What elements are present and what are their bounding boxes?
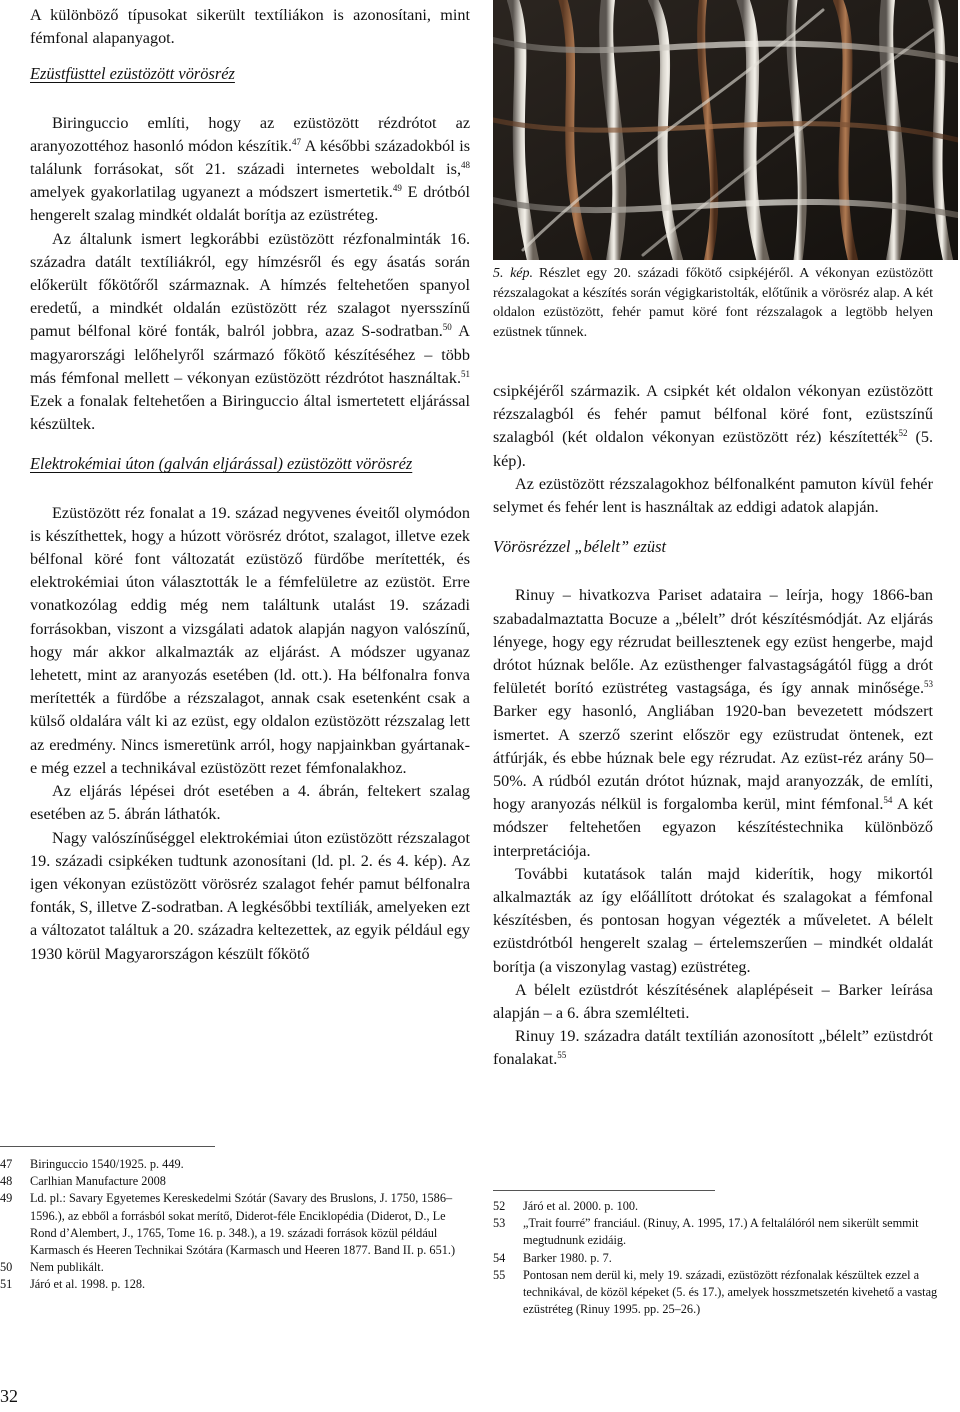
footnotes-right bbox=[493, 1198, 958, 1318]
footnote-ref[interactable]: 49 bbox=[392, 183, 402, 194]
footnote bbox=[0, 1190, 470, 1259]
section-heading-silver-smoke: Ezüstfüsttel ezüstözött vörösréz bbox=[30, 64, 235, 84]
figure-caption bbox=[493, 264, 933, 342]
caption-text: Részlet egy 20. századi főkötő csipkéjéről. A vékonyan ezüstözött rézszalagokat a készítés során végigkaristolták, előtűnik a vörösréz alap. A két oldalon ezüstözött, fehér pamut köré font rézszalagok a legtöbb helyen ezüstnek tűnnek. bbox=[493, 266, 933, 340]
footnote bbox=[0, 1156, 470, 1173]
footnote-text: „Trait fourré” franciául. (Rinuy, A. 1995, 17.) A feltalálóról nem sikerült semmit megtudnunk ezidáig. bbox=[523, 1216, 919, 1248]
footnote bbox=[0, 1173, 470, 1190]
footnote bbox=[493, 1198, 958, 1215]
footnote-number: 48 bbox=[0, 1174, 13, 1189]
footnote-number: 53 bbox=[493, 1216, 506, 1231]
footnote-text: Carlhian Manufacture 2008 bbox=[30, 1174, 166, 1189]
footnote-number: 54 bbox=[493, 1250, 506, 1265]
paragraph: Az eljárás lépései drót esetében a 4. ábrán, feltekert szalag esetében az 5. ábrán láthatók. bbox=[30, 782, 470, 824]
footnote-ref[interactable]: 50 bbox=[442, 322, 452, 333]
footnote-divider bbox=[493, 1190, 715, 1191]
right-column bbox=[493, 380, 933, 1072]
paragraph: Rinuy 19. századra datált textílián azonosított „bélelt” ezüstdrót fonalakat.$^{55}$ bbox=[493, 1027, 933, 1069]
paragraph: A bélelt ezüstdrót készítésének alaplépéseit – Barker leírása alapján – a 6. ábra szemlélteti. bbox=[493, 980, 933, 1023]
footnote-text: Nem publikált. bbox=[30, 1260, 104, 1275]
footnotes-left bbox=[0, 1156, 470, 1294]
footnote-number: 51 bbox=[0, 1277, 13, 1292]
footnote-text: Biringuccio 1540/1925. p. 449. bbox=[30, 1157, 184, 1171]
footnote-text: Pontosan nem derül ki, mely 19. századi, ezüstözött rézfonalak készültek ezzel a technikával, de közöl képeket (5. és 17.), amelyek hosszmetszetén kivehető a vastag ezüstréteg (Rinuy 1995. pp. 25–26.) bbox=[523, 1267, 938, 1317]
footnote-number: 49 bbox=[0, 1191, 13, 1206]
footnote-ref[interactable]: 54 bbox=[883, 795, 893, 806]
section-heading-lined-silver: Vörösrézzel „bélelt” ezüst bbox=[493, 537, 667, 557]
left-column bbox=[30, 4, 470, 966]
footnote-ref[interactable]: 47 bbox=[292, 136, 302, 147]
footnote-divider bbox=[0, 1146, 215, 1147]
paragraph: További kutatások talán majd kiderítik, hogy mikortól alkalmazták az így előállított drótokat és szalagokat a fémfonal készítésben, és pontosan hogyan végezték a műveletet. A bélelt ezüstdrótból hengerelt szalag – értelemszerűen – mindkét oldalát borítja (a viszonylag vastag) ezüstréteg. bbox=[493, 864, 933, 976]
footnote-ref[interactable]: 48 bbox=[461, 160, 470, 171]
footnote-text: Ld. pl.: Savary Egyetemes Kereskedelmi Szótár (Savary des Bruslons, J. 1750, 1586–1596.), az ebből a forrásból sokat merítő, Diderot-féle Enciklopédia (Diderot, D., Le Rond d’Alembert, J., 1765, Tome 16. p. 348.), a 19. századi források közül például Karmasch és Heeren Technikai Szótára (Karmasch und Heeren 1877. Band II. p. 651.) bbox=[30, 1191, 456, 1258]
footnote-ref[interactable]: 51 bbox=[461, 368, 470, 379]
footnote-number: 47 bbox=[0, 1157, 13, 1171]
footnote-text: Járó et al. 2000. p. 100. bbox=[523, 1199, 639, 1213]
section-heading-electrochemical: Elektrokémiai úton (galván eljárással) ezüstözött vörösréz bbox=[30, 454, 413, 474]
paragraph: Rinuy – hivatkozva Pariset adataira – leírja, hogy 1866-ban szabadalmaztatta Bocuze a „bélelt” drót készítésmódját. Az eljárás lényege, hogy egy rézrudat beillesztenek egy ezüst hengerbe, majd drótot húznak belőle. Az ezüsthenger falvastagságától függ a drót felületét borító ezüstréteg vastagsága, és így annak minősége.$^{53}$ Barker egy hasonló, Angliában 1920-ban bevezetett módszert ismertet. A szerző szerint először egy ezüstrudat öntenek, ezt átfúrják, és ebbe húznak bele egy rézrudat. Az ezüst-réz arány 50–50%. A rúdból ezután drótot húznak, majd aranyozzák, de említi, hogy aranyozás nélkül is forgalomba kerül, mint fémfonal.$^{54}$ A két módszer feltehetően egyazon készítéstechnika különböző interpretációja. bbox=[493, 586, 933, 860]
footnote bbox=[493, 1250, 958, 1267]
footnote-number: 55 bbox=[493, 1267, 506, 1282]
footnote-text: Járó et al. 1998. p. 128. bbox=[30, 1277, 146, 1292]
footnote bbox=[0, 1259, 470, 1276]
footnote bbox=[0, 1276, 470, 1293]
caption-label: 5. kép. bbox=[493, 266, 534, 281]
footnote-number: 52 bbox=[493, 1199, 506, 1213]
footnote-text: Barker 1980. p. 7. bbox=[523, 1250, 612, 1265]
paragraph: Ezüstözött réz fonalat a 19. század negyvenes éveitől olymódon is készíthettek, hogy a húzott vörösréz drótot, szalagot, illetve ezek bélfonal köré font változatát ezüstöző fürdőbe merítették, és elektrokémiai úton választották le a fémfelületre az ezüstöt. Erre vonatkozólag eddig még nem találtunk utalást 19. századi forrásokban, viszont a vizsgálati adatok alapján nagyon valószínű, hogy már akkor alkalmazták az eljárást. A módszer ugyanaz lehetett, mint az aranyozás esetében (ld. ott.). Ha bélfonalra fonva merítették a fürdőbe a rézszalagot, annak csak esetenként csak a külső oldalára vált ki az ezüst, egy oldalon ezüstözött rézszalag lett az eredmény. Nincs ismeretünk arról, hogy napjainkban gyártanak-e még ezzel a technikával ezüstözött rezet fémfonalakhoz. bbox=[30, 503, 470, 777]
paragraph: Biringuccio említi, hogy az ezüstözött rézdrótot az aranyozottéhoz hasonló módon készítik.$^{47}$ A későbbi századokból is találunk forrásokat, sőt 21. századi internetes weboldalt is,$^{48}$ amelyek gyakorlatilag ugyanezt a módszert ismertetik.$^{49}$ E drótból hengerelt szalag mindkét oldalát borítja az ezüstréteg. bbox=[30, 113, 471, 225]
footnote-number: 50 bbox=[0, 1260, 13, 1275]
paragraph: csipkéjéről származik. A csipkét két oldalon vékonyan ezüstözött rézszalagból és fehér pamut bélfonal köré font, ezüstszínű szalagból (két oldalon vékonyan ezüstözött réz) készítették$^{52}$ (5. kép). bbox=[493, 382, 934, 470]
paragraph: Az általunk ismert legkorábbi ezüstözött rézfonalminták 16. századra datált textíliákról, egy hímzésről és egy ásatás során előkerült főkötőről származnak. A hímzés feltehetően spanyol eredetű, a mindkét oldalán ezüstözött réz szalagot nyersszínű pamut bélfonal köré fonták, balról jobbra, azaz S-sodratban.$^{50}$ A magyarországi lelőhelyről származó főkötő készítéséhez – több más fémfonal mellett – vékonyan ezüstözött rézdrótot használtak.$^{51}$ Ezek a fonalak feltehetően a Biringuccio által ismertetett eljárással készültek. bbox=[30, 229, 471, 434]
lace-detail-photo bbox=[493, 0, 958, 260]
footnote-ref[interactable]: 53 bbox=[924, 679, 933, 690]
page-number: 32 bbox=[0, 1386, 18, 1406]
footnote bbox=[493, 1267, 958, 1319]
paragraph: Az ezüstözött rézszalagokhoz bélfonalként pamuton kívül fehér selymet és fehér lent is használtak az eddigi adatok alapján. bbox=[493, 474, 933, 517]
intro-paragraph: A különböző típusokat sikerült textíliákon is azonosítani, mint fémfonal alapanyagot. bbox=[30, 6, 470, 48]
lace-photo-image bbox=[493, 0, 958, 260]
footnote-ref[interactable]: 55 bbox=[557, 1050, 567, 1061]
footnote-ref[interactable]: 52 bbox=[898, 428, 908, 439]
footnote bbox=[493, 1215, 958, 1249]
paragraph: Nagy valószínűséggel elektrokémiai úton ezüstözött rézszalagot 19. századi csipkéken tudtunk azonosítani (ld. pl. 2. és 4. kép). Az igen vékonyan ezüstözött vörösréz szalagot fehér pamut bélfonalra fonták, S, illetve Z-sodratban. A legkésőbbi textíliák, amelyeken ezt a változatot találtuk a 20. századra keltezettek, az egyik például egy 1930 körül Magyarországon készült főkötő bbox=[30, 828, 470, 963]
